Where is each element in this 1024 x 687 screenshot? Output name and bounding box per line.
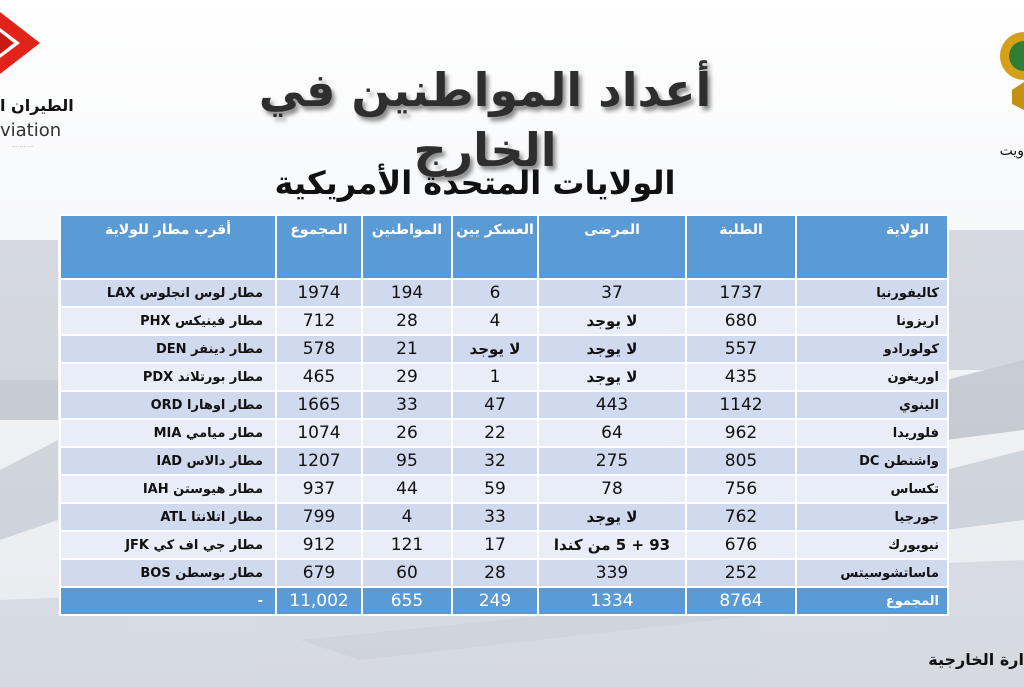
- cell-military: 47: [452, 391, 538, 419]
- header-students: الطلبة: [686, 215, 796, 279]
- cell-airport: مطار بورتلاند PDX: [60, 363, 276, 391]
- cell-state: واشنطن DC: [796, 447, 948, 475]
- cell-military: 28: [452, 559, 538, 587]
- cell-citizens: 95: [362, 447, 452, 475]
- page-title: أعداد المواطنين في الخارج: [258, 63, 712, 177]
- total-state: المجموع: [796, 587, 948, 615]
- cell-airport: مطار اوهارا ORD: [60, 391, 276, 419]
- cell-citizens: 44: [362, 475, 452, 503]
- total-airport: -: [60, 587, 276, 615]
- cell-military: 33: [452, 503, 538, 531]
- table-row: [60, 447, 948, 475]
- cell-patients: 339: [538, 559, 686, 587]
- cell-total: 679: [276, 559, 362, 587]
- ministry-emblem-icon: [992, 20, 1024, 110]
- cell-patients: 443: [538, 391, 686, 419]
- airline-logo-arabic-text: الطيران ا: [0, 96, 74, 115]
- cell-airport: مطار هيوستن IAH: [60, 475, 276, 503]
- cell-total: 465: [276, 363, 362, 391]
- table-row: [60, 307, 948, 335]
- cell-airport: مطار بوسطن BOS: [60, 559, 276, 587]
- cell-total: 799: [276, 503, 362, 531]
- cell-state: كولورادو: [796, 335, 948, 363]
- cell-students: 805: [686, 447, 796, 475]
- cell-airport: مطار فينيكس PHX: [60, 307, 276, 335]
- cell-citizens: 33: [362, 391, 452, 419]
- cell-students: 435: [686, 363, 796, 391]
- cell-patients: لا يوجد: [538, 363, 686, 391]
- cell-total: 1207: [276, 447, 362, 475]
- cell-state: اريزونا: [796, 307, 948, 335]
- cell-citizens: 60: [362, 559, 452, 587]
- cell-state: تكساس: [796, 475, 948, 503]
- cell-military: لا يوجد: [452, 335, 538, 363]
- cell-total: 937: [276, 475, 362, 503]
- cell-patients: لا يوجد: [538, 307, 686, 335]
- cell-military: 59: [452, 475, 538, 503]
- cell-airport: مطار دينفر DEN: [60, 335, 276, 363]
- total-patients: 1334: [538, 587, 686, 615]
- cell-citizens: 21: [362, 335, 452, 363]
- header-military: العسكر يين: [452, 215, 538, 279]
- cell-citizens: 121: [362, 531, 452, 559]
- cell-state: نيويورك: [796, 531, 948, 559]
- total-total: 11,002: [276, 587, 362, 615]
- airline-logo-icon: [0, 12, 40, 74]
- cell-military: 4: [452, 307, 538, 335]
- cell-state: فلوريدا: [796, 419, 948, 447]
- table-total-row: [60, 587, 948, 615]
- cell-total: 912: [276, 531, 362, 559]
- cell-citizens: 4: [362, 503, 452, 531]
- cell-total: 1974: [276, 279, 362, 307]
- total-military: 249: [452, 587, 538, 615]
- table-row: [60, 391, 948, 419]
- cell-patients: 37: [538, 279, 686, 307]
- cell-total: 1074: [276, 419, 362, 447]
- header-patients: المرضى: [538, 215, 686, 279]
- table-row: [60, 559, 948, 587]
- airline-logo: [0, 8, 74, 149]
- cell-patients: 78: [538, 475, 686, 503]
- cell-total: 578: [276, 335, 362, 363]
- ministry-logo: [984, 20, 1024, 160]
- cell-military: 17: [452, 531, 538, 559]
- table-row: [60, 475, 948, 503]
- header-airport: أقرب مطار للولاية: [60, 215, 276, 279]
- cell-total: 1665: [276, 391, 362, 419]
- table-row: [60, 419, 948, 447]
- total-citizens: 655: [362, 587, 452, 615]
- table-header-row: [60, 215, 948, 279]
- page-subtitle: الولايات المتحدة الأمريكية: [274, 164, 676, 202]
- cell-students: 1142: [686, 391, 796, 419]
- cell-patients: 93 + 5 من كندا: [538, 531, 686, 559]
- cell-patients: لا يوجد: [538, 335, 686, 363]
- cell-state: الينوي: [796, 391, 948, 419]
- cell-state: كاليفورنيا: [796, 279, 948, 307]
- cell-airport: مطار دالاس IAD: [60, 447, 276, 475]
- header-total: المجموع: [276, 215, 362, 279]
- cell-airport: مطار اتلانتا ATL: [60, 503, 276, 531]
- ministry-logo-text: ويت: [999, 143, 1024, 159]
- citizens-table: [59, 214, 949, 616]
- cell-military: 6: [452, 279, 538, 307]
- total-students: 8764: [686, 587, 796, 615]
- table-row: [60, 503, 948, 531]
- cell-military: 22: [452, 419, 538, 447]
- cell-students: 762: [686, 503, 796, 531]
- table-row: [60, 363, 948, 391]
- cell-airport: مطار ميامي MIA: [60, 419, 276, 447]
- cell-citizens: 28: [362, 307, 452, 335]
- cell-airport: مطار جي اف كي JFK: [60, 531, 276, 559]
- footer-text: ارة الخارجية: [928, 650, 1024, 669]
- table-row: [60, 279, 948, 307]
- table-row: [60, 335, 948, 363]
- cell-citizens: 29: [362, 363, 452, 391]
- cell-patients: لا يوجد: [538, 503, 686, 531]
- cell-patients: 64: [538, 419, 686, 447]
- cell-total: 712: [276, 307, 362, 335]
- cell-students: 252: [686, 559, 796, 587]
- cell-military: 1: [452, 363, 538, 391]
- cell-state: اوريغون: [796, 363, 948, 391]
- cell-patients: 275: [538, 447, 686, 475]
- cell-students: 680: [686, 307, 796, 335]
- cell-students: 756: [686, 475, 796, 503]
- table-row: [60, 531, 948, 559]
- cell-state: ماساتشوسيتس: [796, 559, 948, 587]
- airline-logo-english-text: viation: [0, 120, 62, 141]
- header-state: الولاية: [796, 215, 948, 279]
- cell-citizens: 194: [362, 279, 452, 307]
- header-citizens: المواطنين: [362, 215, 452, 279]
- cell-students: 676: [686, 531, 796, 559]
- cell-state: جورجيا: [796, 503, 948, 531]
- cell-citizens: 26: [362, 419, 452, 447]
- cell-students: 1737: [686, 279, 796, 307]
- cell-military: 32: [452, 447, 538, 475]
- cell-students: 557: [686, 335, 796, 363]
- cell-airport: مطار لوس انجلوس LAX: [60, 279, 276, 307]
- airline-logo-tagline: ... ... ...: [12, 142, 33, 149]
- cell-students: 962: [686, 419, 796, 447]
